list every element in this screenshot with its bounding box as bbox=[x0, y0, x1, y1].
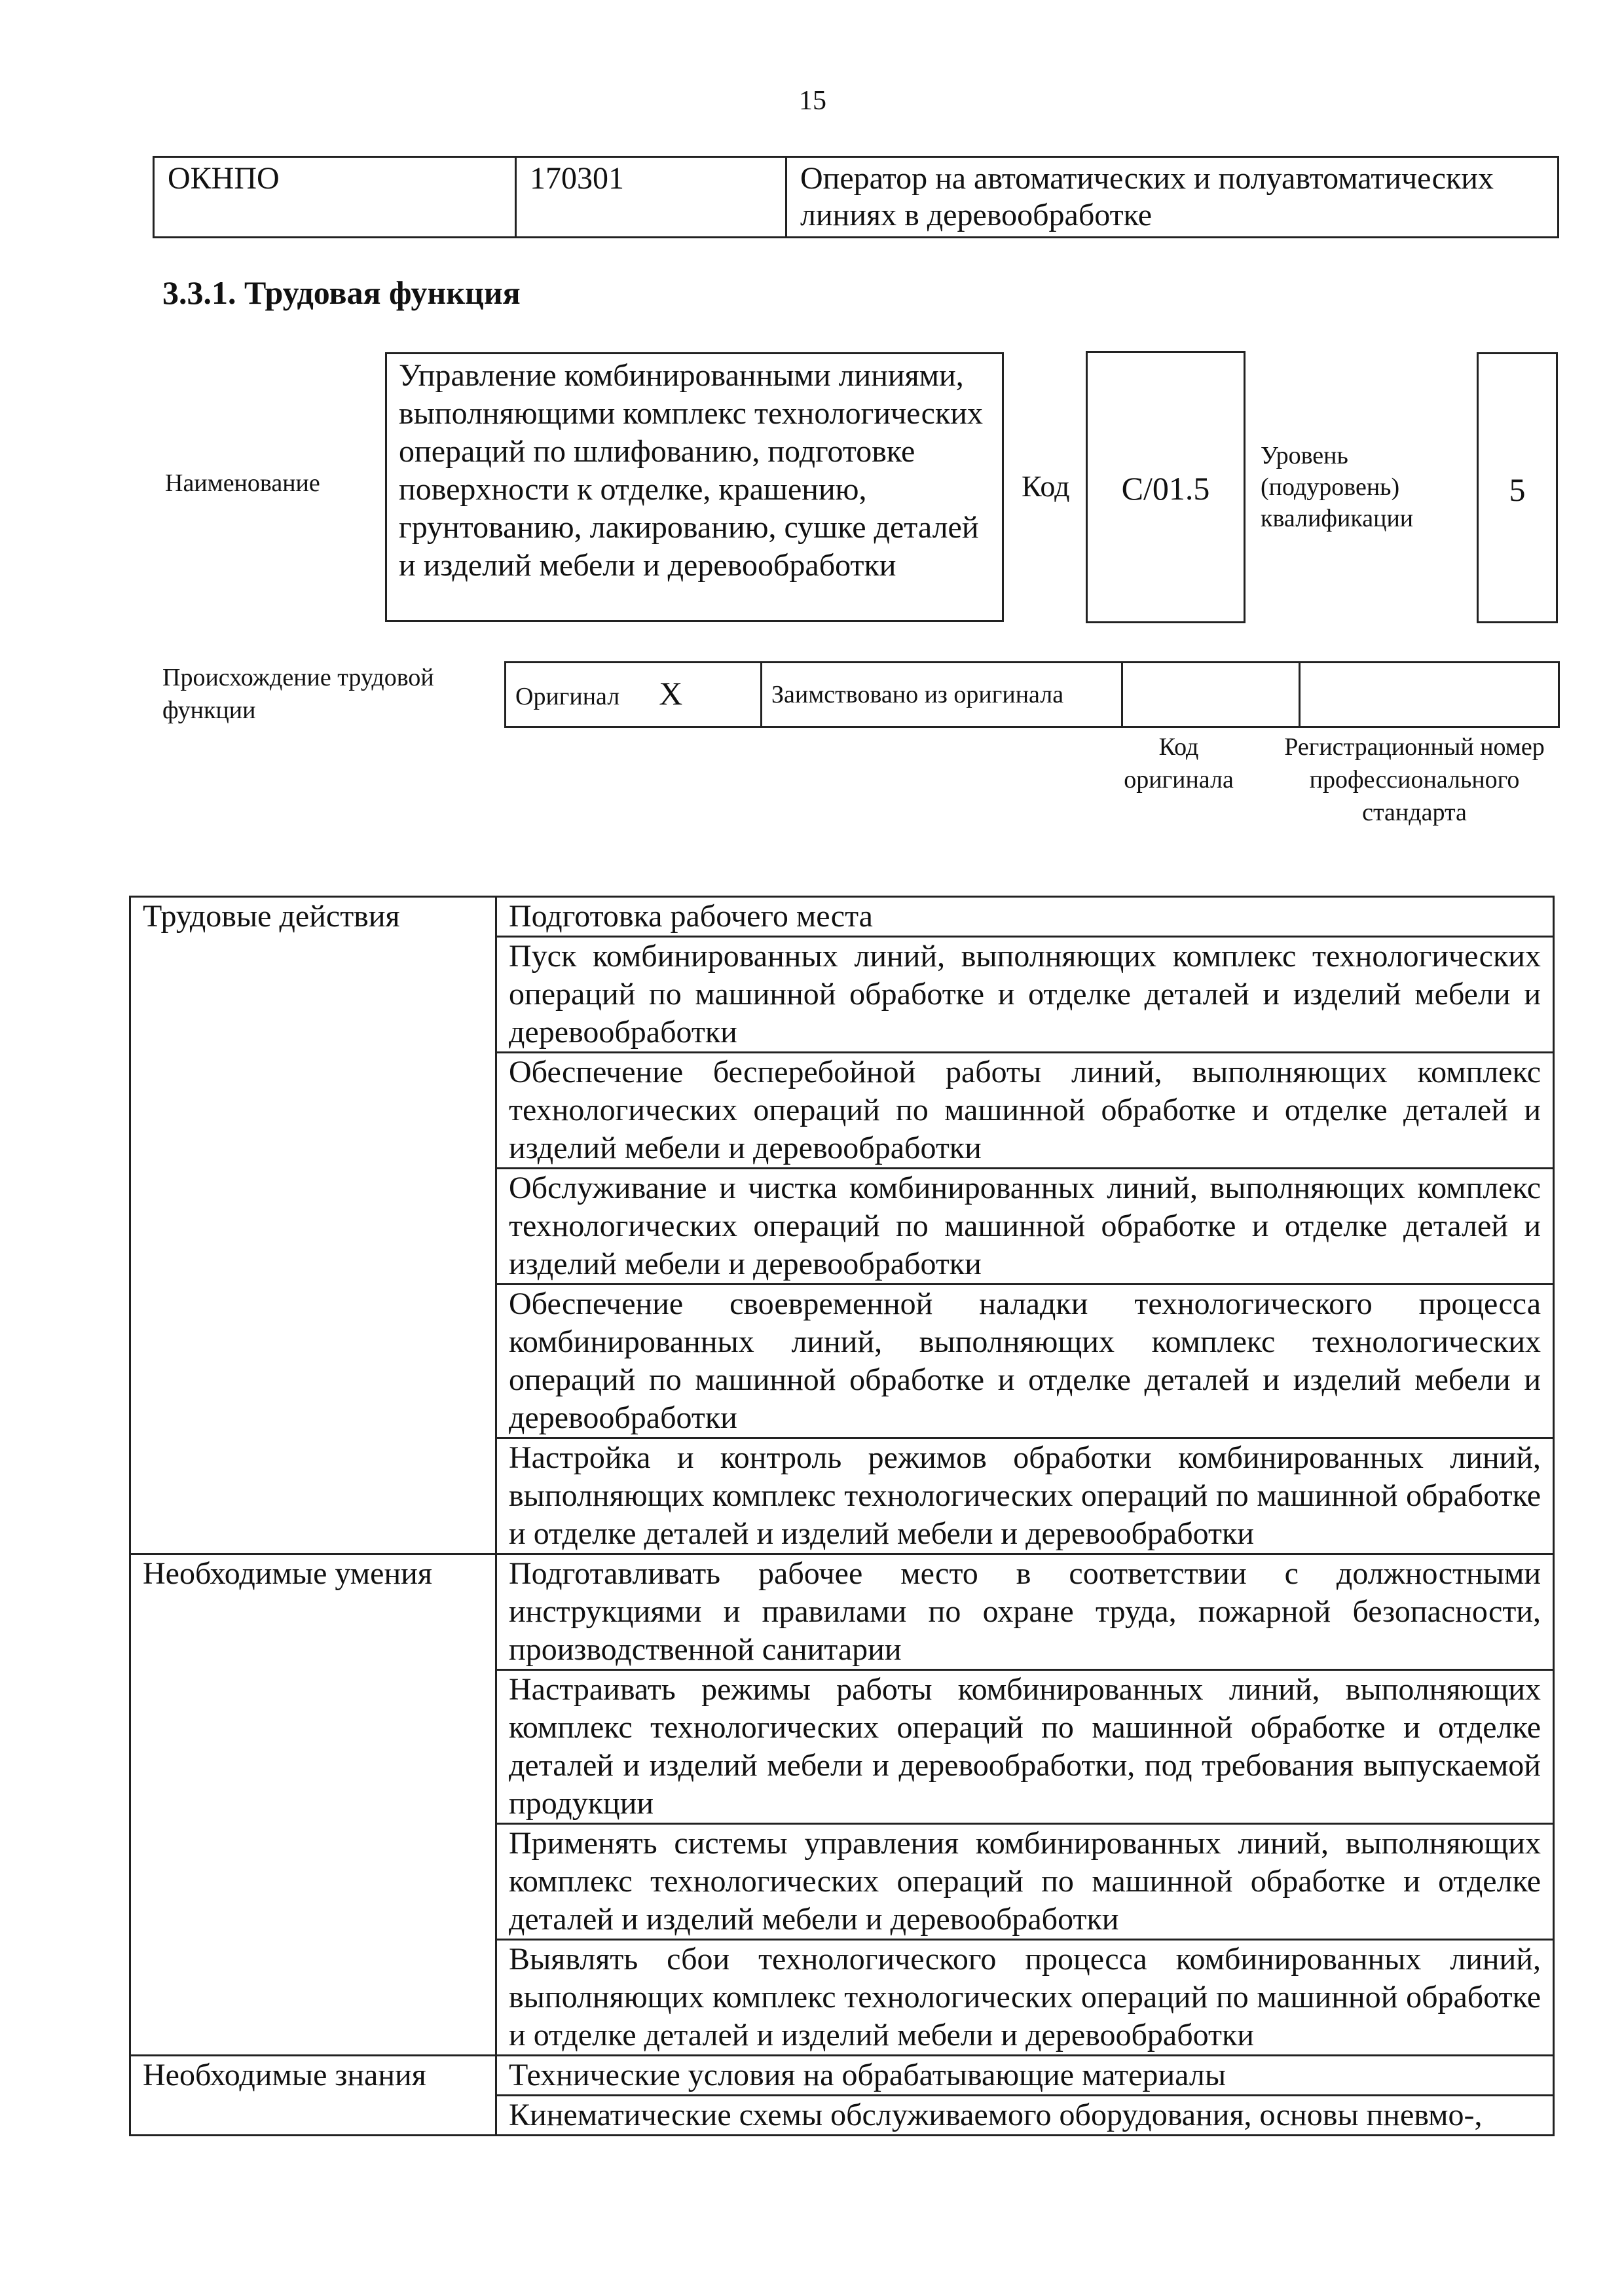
name-label: Наименование bbox=[165, 469, 320, 497]
table-row bbox=[130, 2056, 1554, 2096]
table-row bbox=[130, 1554, 1554, 1670]
section-category: Необходимые умения bbox=[130, 1554, 496, 2056]
section-item: Пуск комбинированных линий, выполняющих комплекс технологических операций по машинной обработке и отделке деталей и изделий мебели и деревообработки bbox=[496, 937, 1554, 1053]
section-item: Технические условия на обрабатывающие материалы bbox=[496, 2056, 1554, 2096]
section-item: Обеспечение бесперебойной работы линий, выполняющих комплекс технологических операций по машинной обработке и отделке деталей и изделий мебели и деревообработки bbox=[496, 1053, 1554, 1169]
section-item: Выявлять сбои технологического процесса комбинированных линий, выполняющих комплекс технологических операций по машинной обработке и отделке деталей и изделий мебели и деревообработки bbox=[496, 1940, 1554, 2056]
section-category: Трудовые действия bbox=[130, 897, 496, 1554]
function-code: C/01.5 bbox=[1086, 351, 1246, 623]
section-item: Обслуживание и чистка комбинированных линий, выполняющих комплекс технологических операций по машинной обработке и отделке деталей и изделий мебели и деревообработки bbox=[496, 1169, 1554, 1285]
main-table bbox=[129, 896, 1555, 2136]
section-item: Настройка и контроль режимов обработки комбинированных линий, выполняющих комплекс технологических операций по машинной обработке и отделке деталей и изделий мебели и деревообработки bbox=[496, 1438, 1554, 1554]
origin-reg-cell bbox=[1300, 663, 1559, 727]
origin-borrowed-cell: Заимствовано из оригинала bbox=[762, 663, 1122, 727]
code-label: Код bbox=[1022, 469, 1070, 503]
caption-reg-number: Регистрационный номер профессионального стандарта bbox=[1284, 733, 1545, 826]
section-title: 3.3.1. Трудовая функция bbox=[162, 274, 521, 311]
section-item: Обеспечение своевременной наладки технологического процесса комбинированных линий, выполняющих комплекс технологических операций по машинной обработке и отделке деталей и изделий мебели и деревообработки bbox=[496, 1285, 1554, 1438]
level-value: 5 bbox=[1477, 352, 1558, 623]
function-name: Управление комбинированными линиями, выполняющими комплекс технологических операций по шлифованию, подготовке поверхности к отделке, крашению, грунтованию, лакированию, сушке деталей и изделий мебели и деревообработки bbox=[385, 352, 1004, 622]
origin-original-label: Оригинал bbox=[515, 682, 620, 710]
section-category: Необходимые знания bbox=[130, 2056, 496, 2136]
table-row bbox=[130, 897, 1554, 937]
section-item: Подготовка рабочего места bbox=[496, 897, 1554, 937]
section-item: Настраивать режимы работы комбинированных линий, выполняющих комплекс технологических операций по машинной обработке и отделке деталей и изделий мебели и деревообработки, под требования выпускаемой продукции bbox=[496, 1670, 1554, 1824]
origin-code-cell bbox=[1122, 663, 1300, 727]
okn-code: 170301 bbox=[516, 157, 786, 238]
okn-table bbox=[153, 156, 1559, 238]
origin-mark: X bbox=[659, 674, 683, 712]
origin-label: Происхождение трудовой функции bbox=[162, 664, 434, 724]
section-item: Кинематические схемы обслуживаемого оборудования, основы пневмо-, bbox=[496, 2096, 1554, 2136]
okn-label: ОКНПО bbox=[154, 157, 516, 238]
level-label: Уровень (подуровень) квалификации bbox=[1261, 442, 1414, 532]
okn-row bbox=[154, 157, 1559, 238]
origin-original-cell bbox=[506, 663, 762, 727]
section-item: Применять системы управления комбинированных линий, выполняющих комплекс технологических операций по машинной обработке и отделке деталей и изделий мебели и деревообработки bbox=[496, 1824, 1554, 1940]
page-number: 15 bbox=[799, 86, 826, 116]
section-item: Подготавливать рабочее место в соответствии с должностными инструкциями и правилами по охране труда, пожарной безопасности, производственной санитарии bbox=[496, 1554, 1554, 1670]
okn-name: Оператор на автоматических и полуавтоматических линиях в деревообработке bbox=[786, 157, 1559, 238]
origin-table bbox=[504, 661, 1560, 728]
caption-code-original: Код оригинала bbox=[1124, 733, 1234, 793]
